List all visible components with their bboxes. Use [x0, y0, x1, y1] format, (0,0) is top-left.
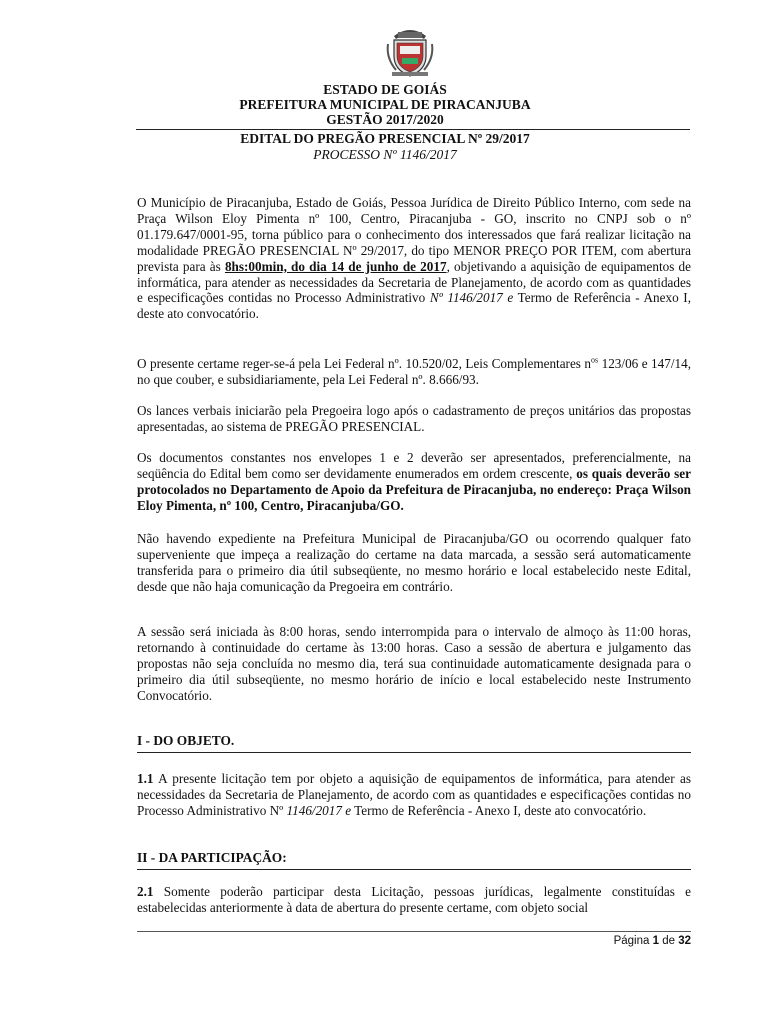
- intro-p4-protocol-address: os quais deverão ser protocolados no Departamento de Apoio da Prefeitura de Piracanjuba, no endereço: Praça Wilson Eloy Pimenta, nº 100, Centro, Piracanjuba/GO.: [137, 465, 691, 513]
- section-1-1-paragraph: [137, 771, 691, 819]
- clause-number-2-1: 2.1: [137, 884, 154, 899]
- intro-p1-text-c: Termo de Referência - Anexo I, deste ato convocatório.: [137, 290, 691, 322]
- clause-1-1-text-a: A presente licitação tem por objeto a aquisição de equipamentos de informática, para atender as necessidades da Secretaria de Planejamento, de acordo com as quantidades e especificações contidas no Processo Administrativo Nº: [137, 771, 691, 818]
- header-divider: [136, 129, 690, 130]
- intro-paragraph-2: [137, 356, 691, 388]
- header-gestao: GESTÃO 2017/2020: [326, 112, 444, 127]
- clause-1-1-process: 1146/2017 e: [286, 802, 352, 818]
- intro-p4-text-a: Os documentos constantes nos envelopes 1 e 2 deverão ser apresentados, preferencialmente, na seqüência do Edital bem como ser devidamente enumerados em ordem crescente,: [137, 450, 691, 481]
- intro-paragraph-1: [137, 195, 691, 322]
- intro-p1-text-a: O Município de Piracanjuba, Estado de Goiás, Pessoa Jurídica de Direito Público Interno, com sede na Praça Wilson Eloy Pimenta nº 100, Centro, Piracanjuba - GO, inscrito no CNPJ sob o nº 01.179.647/0001-95, torna público para o conhecimento dos interessados que fará realizar licitação na modalidade PREGÃO PRESENCIAL Nº 29/2017, do tipo MENOR PREÇO POR ITEM, com abertura prevista para às: [137, 195, 691, 274]
- header-state: ESTADO DE GOIÁS: [323, 82, 447, 97]
- intro-paragraph-3: Os lances verbais iniciarão pela Pregoeira logo após o cadastramento de preços unitários das propostas apresentadas, ao sistema de PREGÃO PRESENCIAL.: [137, 403, 691, 434]
- intro-p1-process: Nº 1146/2017 e: [429, 290, 514, 306]
- municipal-coat-of-arms-icon: [384, 22, 436, 78]
- page-word: Página: [613, 935, 653, 947]
- intro-p2-text-a: O presente certame reger-se-á pela Lei Federal nº. 10.520/02, Leis Complementares n: [137, 356, 592, 371]
- section-2-1-paragraph: [137, 884, 691, 916]
- footer-divider: [137, 931, 691, 932]
- intro-paragraph-4: [137, 450, 691, 514]
- edital-title: EDITAL DO PREGÃO PRESENCIAL Nº 29/2017: [240, 131, 530, 146]
- intro-p1-text-b: , objetivando a aquisição de equipamentos de informática, para atender as necessidades da Secretaria de Planejamento, de acordo com as quantidades e especificações contidas no Processo Administrativo: [137, 258, 691, 306]
- intro-paragraph-5: Não havendo expediente na Prefeitura Municipal de Piracanjuba/GO ou ocorrendo qualquer fato superveniente que impeça a realização do certame na data marcada, a sessão será automaticamente transferida para o primeiro dia útil subseqüente, no mesmo horário e local estabelecido neste Edital, desde que não haja comunicação da Pregoeira em contrário.: [137, 531, 691, 594]
- intro-p2-superscript: os: [591, 355, 599, 365]
- page-total: 32: [678, 935, 691, 947]
- intro-p2-text-b: 123/06 e 147/14, no que couber, e subsidiariamente, pela Lei Federal nº. 8.666/93.: [137, 356, 691, 387]
- page-of: de: [659, 935, 679, 947]
- page-number: [614, 935, 691, 947]
- intro-paragraph-6: A sessão será iniciada às 8:00 horas, sendo interrompida para o intervalo de almoço às 11:00 horas, retornando à continuidade do certame às 13:00 horas. Caso a sessão de abertura e julgamento das propostas não seja concluída no mesmo dia, terá sua continuidade automaticamente designada para o primeiro dia útil subseqüente, no mesmo horário de início e local estabelecido neste Instrumento Convocatório.: [137, 624, 691, 703]
- processo-number: PROCESSO Nº 1146/2017: [313, 147, 457, 162]
- clause-number-1-1: 1.1: [137, 771, 154, 786]
- section-heading-participacao: II - DA PARTICIPAÇÃO:: [137, 850, 691, 870]
- section-heading-objeto: I - DO OBJETO.: [137, 733, 691, 753]
- header-prefeitura: PREFEITURA MUNICIPAL DE PIRACANJUBA: [239, 97, 531, 112]
- clause-2-1-text: Somente poderão participar desta Licitação, pessoas jurídicas, legalmente constituídas e estabelecidas anteriormente à data de abertura do presente certame, com objeto social: [137, 884, 691, 915]
- clause-1-1-text-b: Termo de Referência - Anexo I, deste ato convocatório.: [351, 802, 647, 818]
- page-current: 1: [652, 935, 660, 947]
- opening-date: 8hs:00min, do dia 14 de junho de 2017: [224, 258, 447, 274]
